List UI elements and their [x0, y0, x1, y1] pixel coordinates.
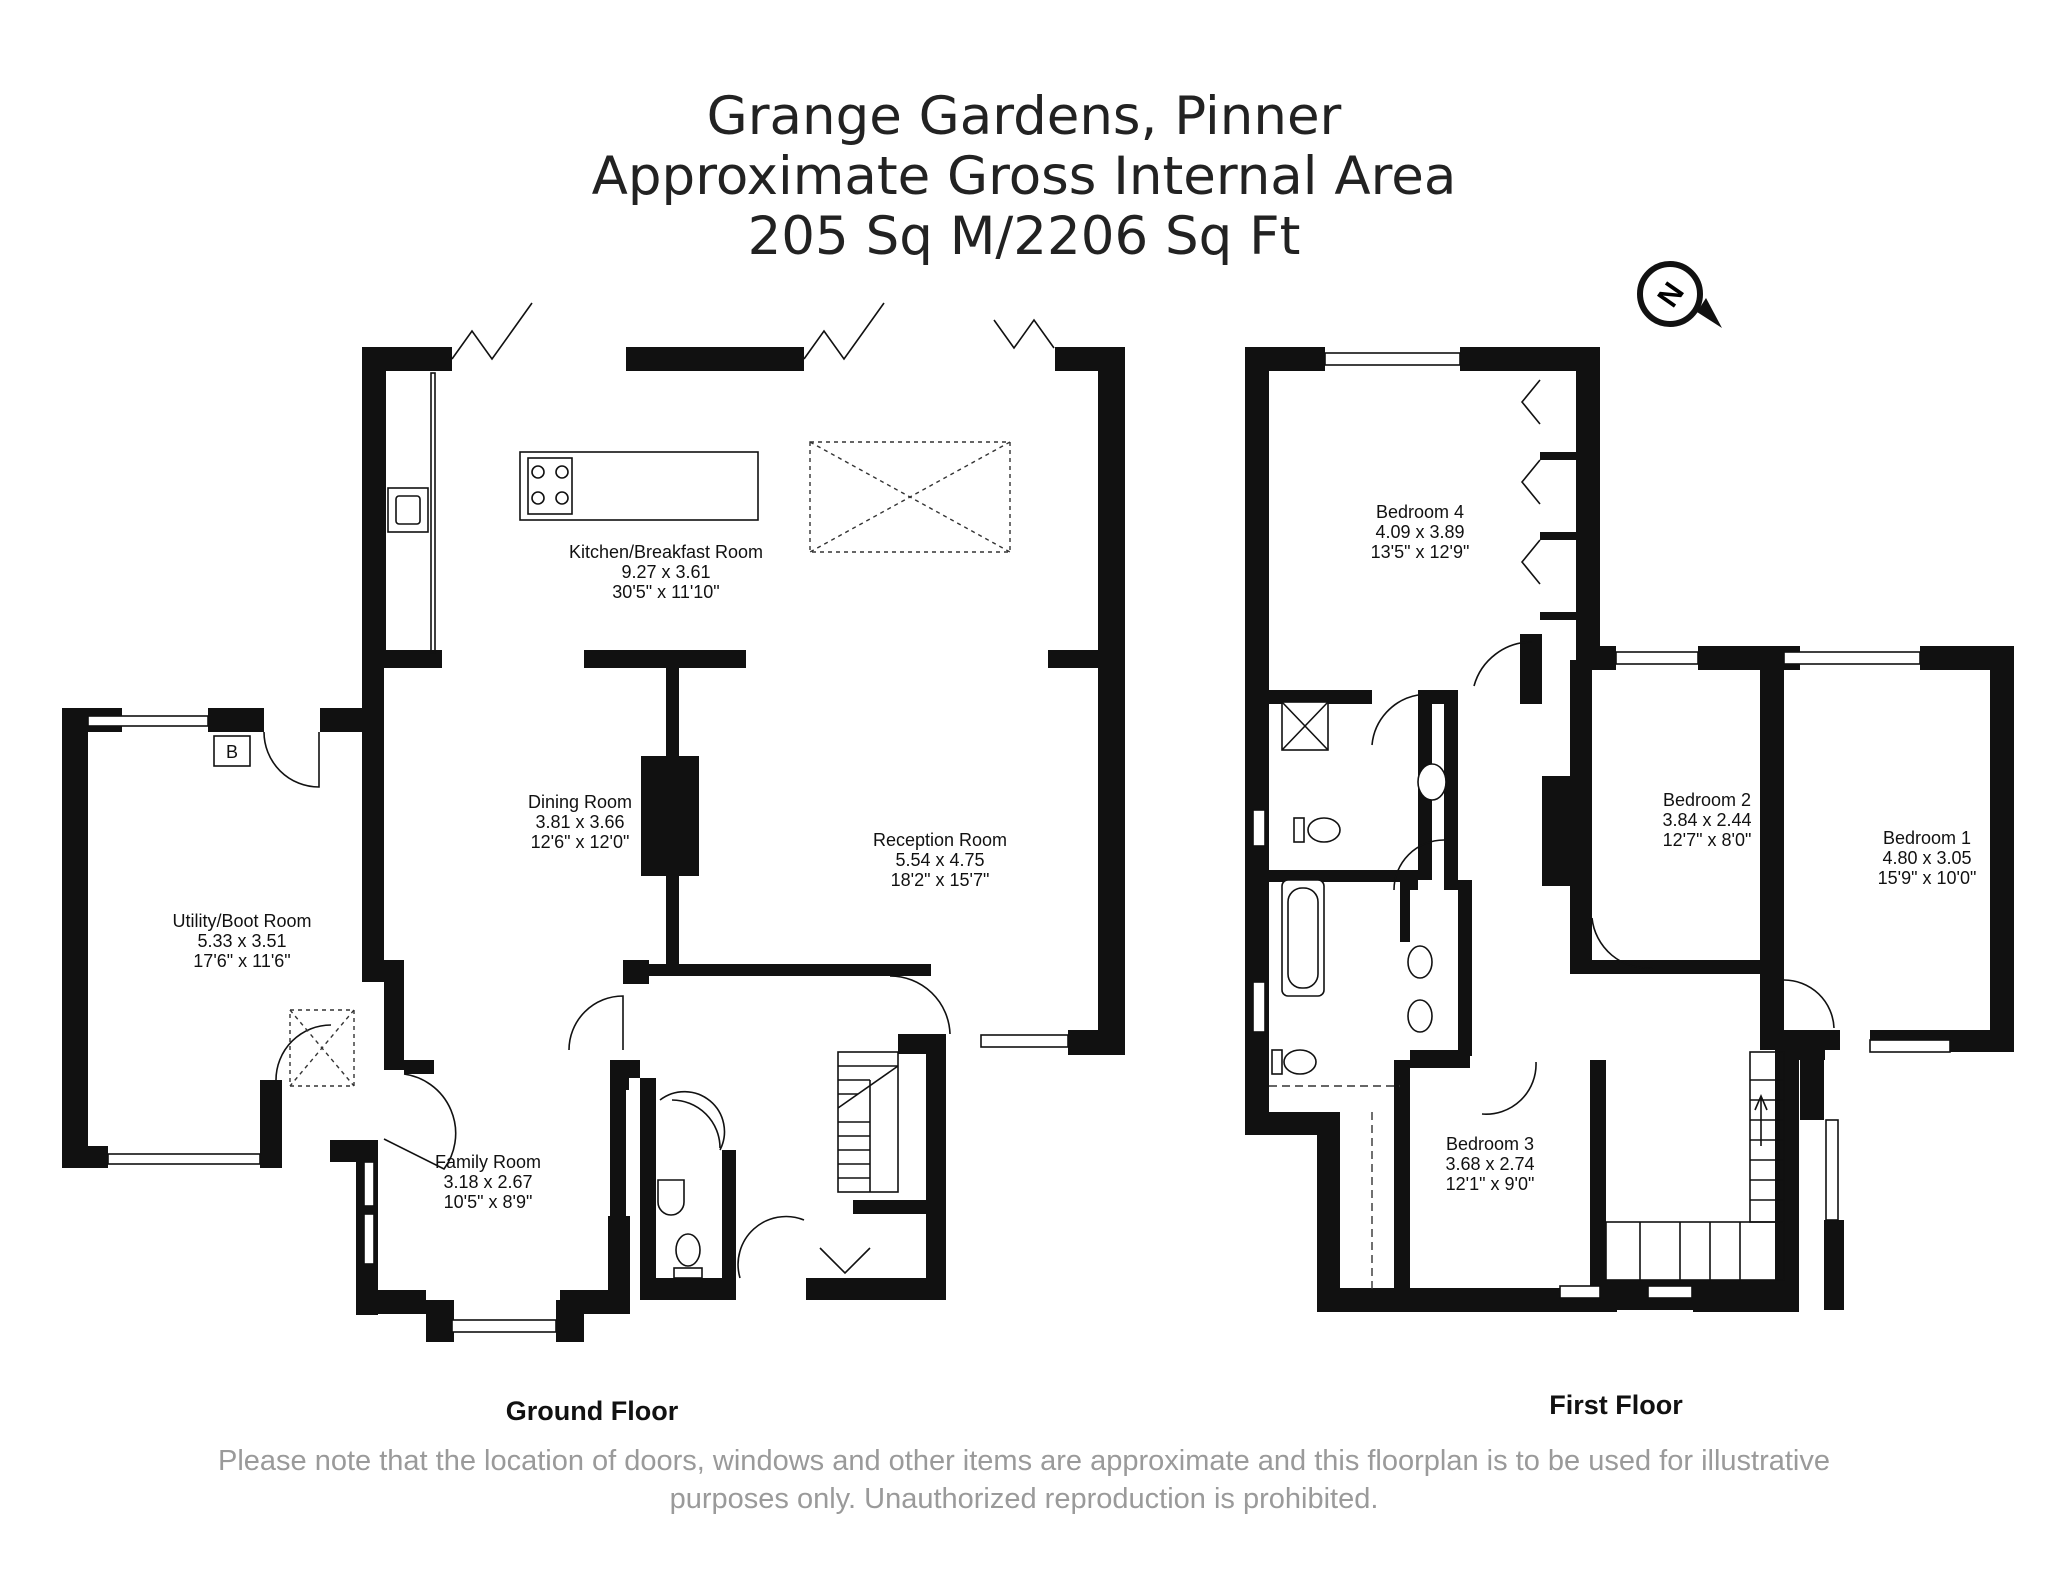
room-imperial: 12'1" x 9'0": [1445, 1174, 1535, 1194]
room-metric: 4.80 x 3.05: [1882, 848, 1972, 868]
room-imperial: 10'5" x 8'9": [443, 1192, 533, 1212]
room-name: Bedroom 3: [1445, 1134, 1535, 1154]
room-metric: 3.81 x 3.66: [535, 812, 625, 832]
room-metric: 3.18 x 2.67: [443, 1172, 533, 1192]
room-name: Family Room: [434, 1152, 542, 1172]
room-imperial: 18'2" x 15'7": [890, 870, 990, 890]
room-name: Utility/Boot Room: [172, 911, 312, 931]
room-imperial: 13'5" x 12'9": [1370, 542, 1470, 562]
room-name: Kitchen/Breakfast Room: [568, 542, 764, 562]
room-metric: 5.33 x 3.51: [197, 931, 287, 951]
room-metric: 3.68 x 2.74: [1445, 1154, 1535, 1174]
room-name: Bedroom 2: [1662, 790, 1752, 810]
title-line-2: Approximate Gross Internal Area: [591, 146, 1457, 207]
room-name: Reception Room: [872, 830, 1008, 850]
compass-letter: N: [1651, 276, 1691, 314]
room-metric: 3.84 x 2.44: [1662, 810, 1752, 830]
disclaimer-line-2: purposes only. Unauthorized reproduction is prohibited.: [669, 1483, 1379, 1515]
compass-icon: [1640, 264, 1722, 328]
ground-floor-label: Ground Floor: [505, 1396, 679, 1426]
room-imperial: 12'7" x 8'0": [1662, 830, 1752, 850]
room-name: Dining Room: [527, 792, 633, 812]
room-imperial: 30'5" x 11'10": [612, 582, 720, 602]
room-metric: 4.09 x 3.89: [1375, 522, 1465, 542]
title-line-1: Grange Gardens, Pinner: [706, 86, 1342, 147]
title-line-3: 205 Sq M/2206 Sq Ft: [747, 206, 1301, 267]
room-imperial: 15'9" x 10'0": [1877, 868, 1977, 888]
room-name: Bedroom 1: [1882, 828, 1972, 848]
first-floor-label: First Floor: [1549, 1390, 1683, 1420]
boiler-label: B: [225, 742, 239, 762]
room-metric: 9.27 x 3.61: [621, 562, 711, 582]
room-imperial: 12'6" x 12'0": [530, 832, 630, 852]
disclaimer-line-1: Please note that the location of doors, windows and other items are approximate and this floorplan is to be used for illustrative: [217, 1445, 1831, 1477]
room-name: Bedroom 4: [1375, 502, 1465, 522]
room-imperial: 17'6" x 11'6": [193, 951, 291, 971]
room-metric: 5.54 x 4.75: [895, 850, 985, 870]
